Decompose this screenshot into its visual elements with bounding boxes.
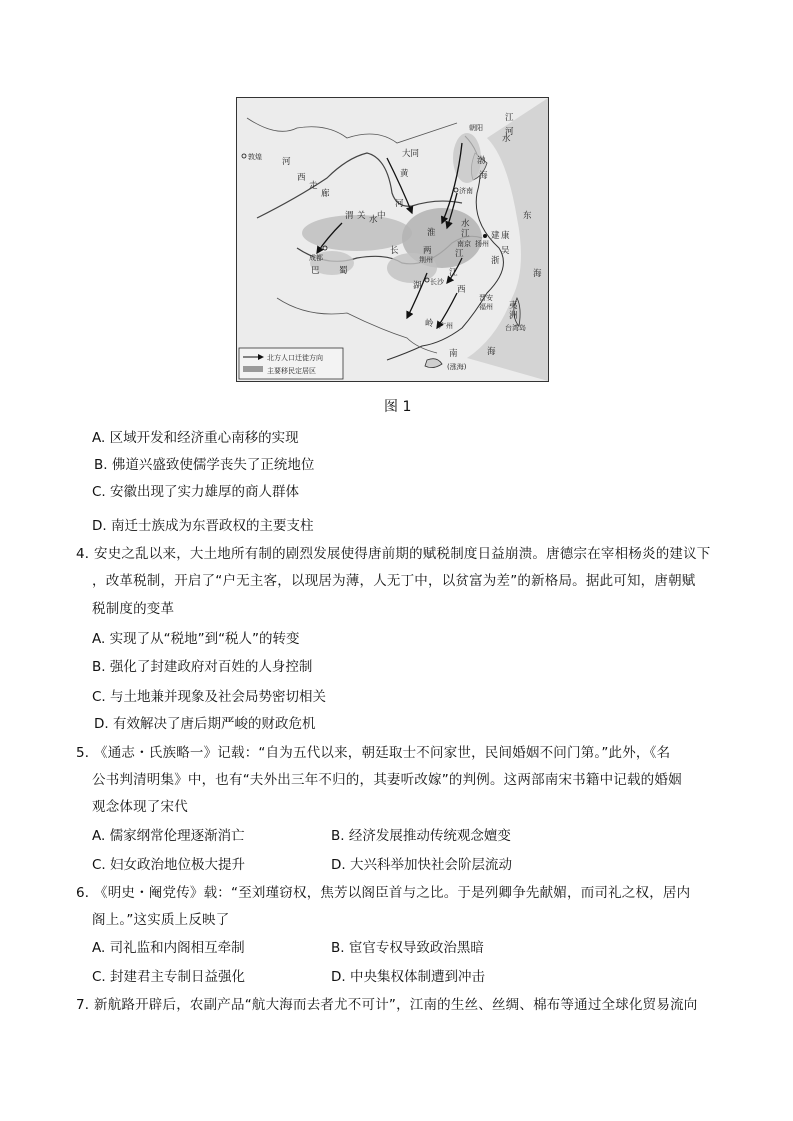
- q5-option-d[interactable]: D. 大兴科举加快社会阶层流动: [331, 857, 512, 873]
- q4-option-a[interactable]: A. 实现了从“税地”到“税人”的转变: [92, 631, 300, 647]
- q3-option-d[interactable]: D. 南迁士族成为东晋政权的主要支柱: [92, 518, 314, 534]
- map-label-nanjing: 南京: [457, 240, 471, 248]
- q5-option-c[interactable]: C. 妇女政治地位极大提升: [92, 857, 246, 873]
- map-label: 水: [369, 215, 378, 225]
- map-label: 黄: [400, 169, 409, 179]
- map-graphic: [237, 98, 548, 381]
- q6-option-c[interactable]: C. 封建君主专制日益强化: [92, 969, 246, 985]
- map-label: 渤: [477, 156, 486, 166]
- map-label-guangzhou: 广州: [439, 322, 453, 330]
- map-label-taiwan: 台湾岛: [505, 324, 526, 332]
- map-label-changsha: 长沙: [430, 278, 444, 286]
- map-label-fuzhou: 福州: [479, 303, 493, 311]
- map-label: 吴: [501, 246, 510, 256]
- map-label: 海: [479, 171, 488, 181]
- q7-line-1: 新航路开辟后，农副产品“航大海而去者尤不可计”，江南的生丝、丝绸、棉布等通过全球化贸易流向: [94, 997, 698, 1013]
- q3-option-a[interactable]: A. 区域开发和经济重心南移的实现: [92, 430, 299, 446]
- map-label: 中: [377, 211, 386, 221]
- map-label-datong: 大同: [402, 149, 420, 159]
- map-label: 海: [487, 347, 496, 357]
- map-label: 江: [461, 229, 470, 239]
- map-label: 水: [461, 219, 470, 229]
- legend-arrow-label: 北方人口迁徙方向: [267, 354, 323, 362]
- q5-option-b[interactable]: B. 经济发展推动传统观念嬗变: [331, 828, 511, 844]
- q5-stem: [76, 741, 670, 761]
- map-label-chengdu: 成都: [309, 254, 323, 262]
- map-label: 江: [505, 113, 514, 123]
- map-label: 河: [282, 157, 291, 167]
- map-label: 走: [309, 181, 318, 191]
- map-label: 西: [297, 173, 306, 183]
- map-label: 两: [423, 246, 432, 256]
- map-label: 浙: [491, 256, 500, 266]
- q4-option-d[interactable]: D. 有效解决了唐后期严峻的财政危机: [94, 716, 316, 732]
- map-label: 建: [491, 231, 500, 241]
- question-number: 5．: [76, 745, 99, 761]
- q6-stem: [76, 881, 690, 901]
- map-label-dunhuang: 敦煌: [248, 153, 262, 161]
- map-label-jinan: 济南: [459, 187, 473, 195]
- map-label: 河: [395, 199, 404, 209]
- q6-option-b[interactable]: B. 宦官专权导致政治黑暗: [331, 940, 484, 956]
- map-label: 江: [455, 249, 464, 259]
- map-label: 南: [449, 349, 458, 359]
- q5-line-3: 观念体现了宋代: [92, 799, 188, 815]
- map-label: 淮: [427, 228, 436, 238]
- q3-option-b[interactable]: B. 佛道兴盛致使儒学丧失了正统地位: [94, 457, 315, 473]
- q6-line-1: 《明史・阉党传》载：“至刘瑾窃权，焦芳以阁臣首与之比。于是列卿争先献媚，而司礼之权，居内: [94, 885, 691, 901]
- question-number: 4．: [76, 546, 99, 562]
- q6-line-2: 阁上。”这实质上反映了: [92, 912, 230, 928]
- q4-line-2: ，改革税制，开启了“户无主客，以现居为薄，人无丁中，以贫富为差”的新格局。据此可知，唐朝赋: [92, 573, 696, 589]
- map-label: 东: [523, 211, 532, 221]
- map-label-yangzhou: 扬州: [475, 240, 489, 248]
- q5-line-2: 公书判清明集》中，也有“夫外出三年不归的，其妻听改嫁”的判例。这两部南宋书籍中记载的婚姻: [92, 772, 682, 788]
- map-label: 河: [505, 127, 514, 137]
- q4-line-1: 安史之乱以来，大土地所有制的剧烈发展使得唐前期的赋税制度日益崩溃。唐德宗在宰相杨炎的建议下: [94, 546, 711, 562]
- map-label-jingzhou: 荆州: [419, 256, 433, 264]
- q3-option-c[interactable]: C. 安徽出现了实力雄厚的商人群体: [92, 484, 300, 500]
- map-label: 渭: [345, 211, 354, 221]
- map-label: 康: [501, 231, 510, 241]
- map-label: 水: [502, 134, 511, 144]
- question-number: 7．: [76, 997, 99, 1013]
- map-label: 湖: [413, 281, 422, 291]
- map-label: 关: [357, 211, 366, 221]
- map-legend: [239, 348, 343, 379]
- q7-stem: [76, 993, 698, 1013]
- map-label: 长: [390, 246, 399, 256]
- legend-area-label: 主要移民定居区: [267, 367, 316, 375]
- map-label: 海: [533, 269, 542, 279]
- q6-option-a[interactable]: A. 司礼监和内阁相互牵制: [92, 940, 245, 956]
- map-label: 巴: [311, 266, 320, 276]
- map-label: 夷: [509, 301, 518, 311]
- map-label: 蜀: [339, 266, 348, 276]
- map-label: 岭: [425, 319, 434, 329]
- map-label: (涨海): [447, 363, 467, 371]
- map-label: 廊: [321, 189, 330, 199]
- map-label: 西: [457, 285, 466, 295]
- map-label: 江: [449, 268, 458, 278]
- map-label: 洲: [509, 311, 518, 321]
- q4-stem: [76, 542, 711, 562]
- migration-map: [236, 97, 549, 382]
- map-label-jinan-fujian: 晋安: [479, 294, 493, 302]
- q5-line-1: 《通志・氏族略一》记载：“自为五代以来，朝廷取士不问家世，民间婚姻不问门第。”此外，《名: [94, 745, 671, 761]
- q6-option-d[interactable]: D. 中央集权体制遭到冲击: [331, 969, 485, 985]
- q4-option-b[interactable]: B. 强化了封建政府对百姓的人身控制: [92, 659, 313, 675]
- q4-line-3: 税制度的变革: [92, 601, 175, 617]
- question-number: 6．: [76, 885, 99, 901]
- figure-caption: 图 1: [384, 399, 412, 415]
- q5-option-a[interactable]: A. 儒家纲常伦理逐渐消亡: [92, 828, 245, 844]
- map-label-chaoyang: 朝阳: [469, 124, 483, 132]
- q4-option-c[interactable]: C. 与土地兼并现象及社会局势密切相关: [92, 689, 327, 705]
